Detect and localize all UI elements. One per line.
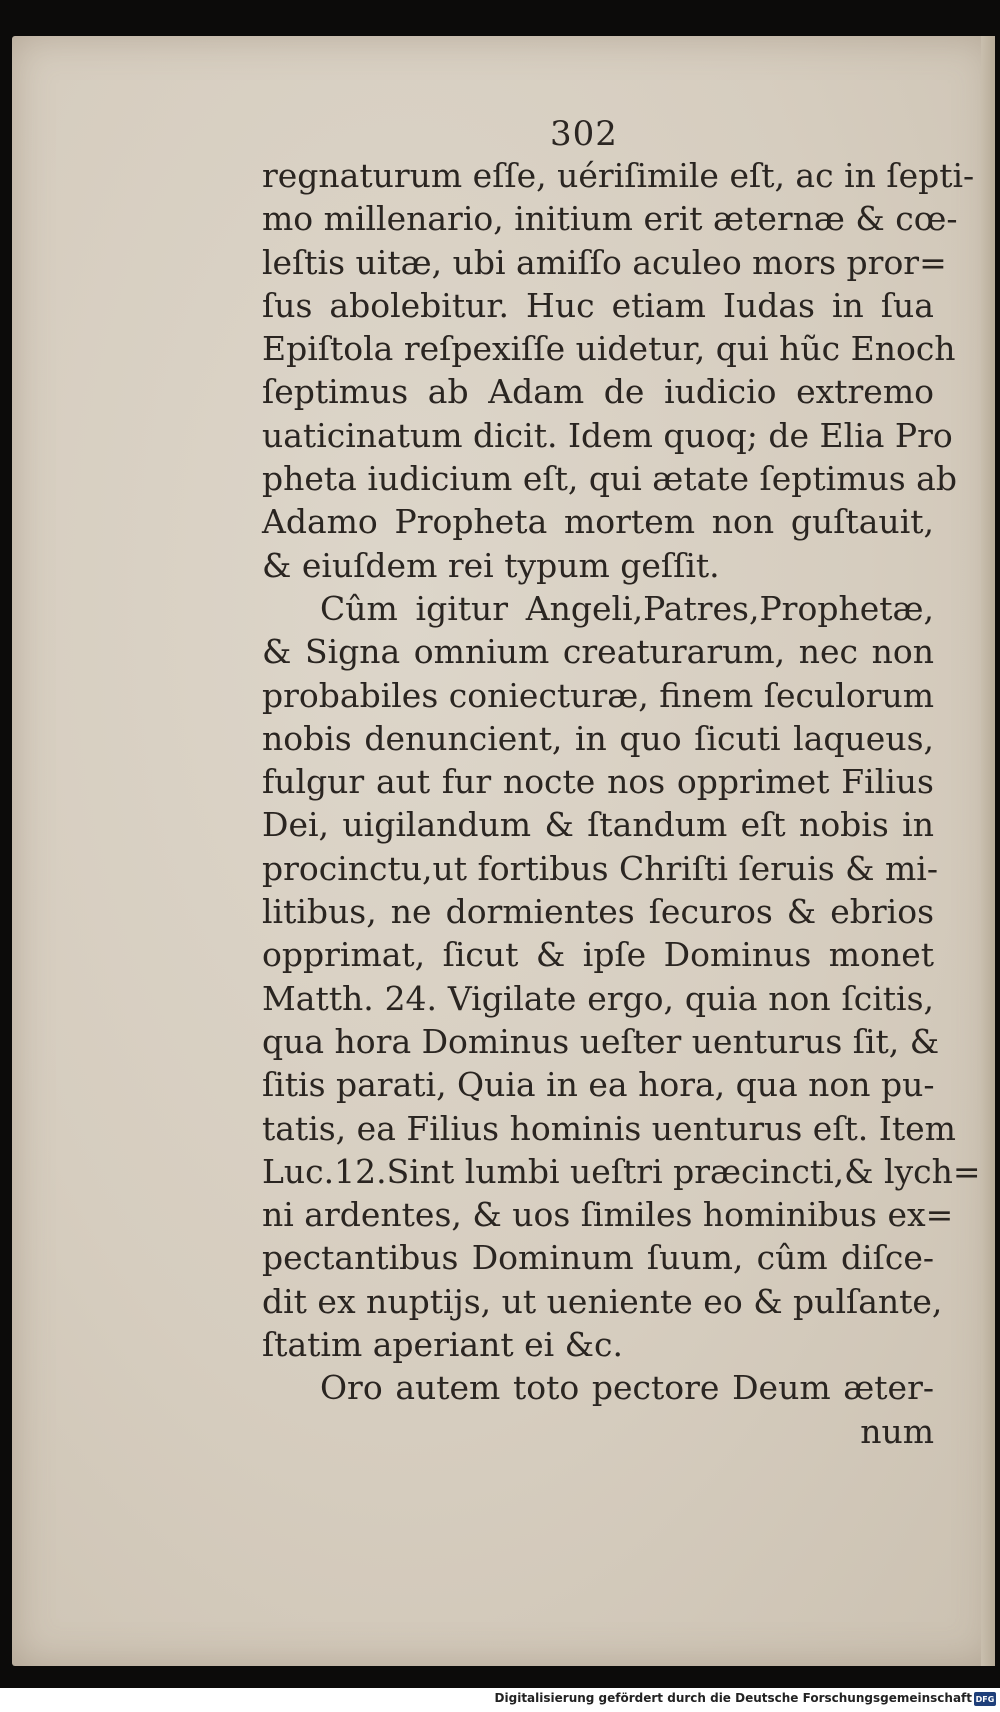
- text-line: ſitis parati, Quia in ea hora, qua non pu-: [262, 1065, 935, 1105]
- text-line: ſus abolebitur. Huc etiam Iudas in ſua: [262, 285, 934, 325]
- text-line: & eiuſdem rei typum geſſit.: [262, 545, 720, 585]
- page-number: 302: [550, 114, 618, 154]
- text-line: nobis denuncient, in quo ſicuti laqueus,: [262, 718, 934, 758]
- text-line: procinctu,ut fortibus Chriſti ſeruis & mi-: [262, 848, 938, 888]
- catchword: num: [860, 1411, 934, 1451]
- text-line: Luc.12.Sint lumbi ueſtri præcincti,& lych=: [262, 1151, 981, 1191]
- funding-credit: Digitalisierung gefördert durch die Deutsche Forschungsgemeinschaft: [494, 1691, 972, 1705]
- text-line: dit ex nuptijs, ut ueniente eo & pulſante,: [262, 1281, 943, 1321]
- text-line: Adamo Propheta mortem non guſtauit,: [262, 502, 934, 542]
- text-line: mo millenario, initium erit æternæ & cœ-: [262, 199, 958, 239]
- book-page: [12, 36, 995, 1666]
- text-line: & Signa omnium creaturarum, nec non: [262, 632, 934, 672]
- text-line: Cûm igitur Angeli,Patres,Prophetæ,: [320, 588, 934, 628]
- footer-bar: [0, 1688, 1000, 1712]
- text-line: ſtatim aperiant ei &c.: [262, 1325, 624, 1365]
- text-line: uaticinatum dicit. Idem quoq; de Elia Pro: [262, 415, 953, 455]
- text-line: opprimat, ſicut & ipſe Dominus monet: [262, 935, 934, 975]
- dfg-logo-icon: DFG: [974, 1692, 996, 1706]
- text-line: Epiſtola reſpexiſſe uidetur, qui hũc Enoch: [262, 329, 956, 369]
- text-line: fulgur aut fur nocte nos opprimet Filius: [262, 762, 934, 802]
- text-line: pectantibus Dominum ſuum, cûm diſce-: [262, 1238, 934, 1278]
- text-line: ni ardentes, & uos ſimiles hominibus ex=: [262, 1195, 954, 1235]
- text-line: qua hora Dominus ueſter uenturus ſit, &: [262, 1021, 940, 1061]
- page-edge: [981, 36, 995, 1666]
- text-line: pheta iudicium eſt, qui ætate ſeptimus ab: [262, 459, 957, 499]
- text-line: probabiles coniecturæ, finem ſeculorum: [262, 675, 935, 715]
- text-line: leſtis uitæ, ubi amiſſo aculeo mors pror=: [262, 242, 947, 282]
- text-line: litibus, ne dormientes ſecuros & ebrios: [262, 892, 934, 932]
- text-line: ſeptimus ab Adam de iudicio extremo: [262, 372, 934, 412]
- text-line: Matth. 24. Vigilate ergo, quia non ſcitis,: [262, 978, 934, 1018]
- text-line: Oro autem toto pectore Deum æter-: [320, 1368, 934, 1408]
- text-line: regnaturum eſſe, uériſimile eſt, ac in ſepti-: [262, 156, 975, 195]
- body-text: [262, 154, 981, 1453]
- text-line: tatis, ea Filius hominis uenturus eſt. Item: [262, 1108, 956, 1148]
- text-line: Dei, uigilandum & ſtandum eſt nobis in: [262, 805, 934, 845]
